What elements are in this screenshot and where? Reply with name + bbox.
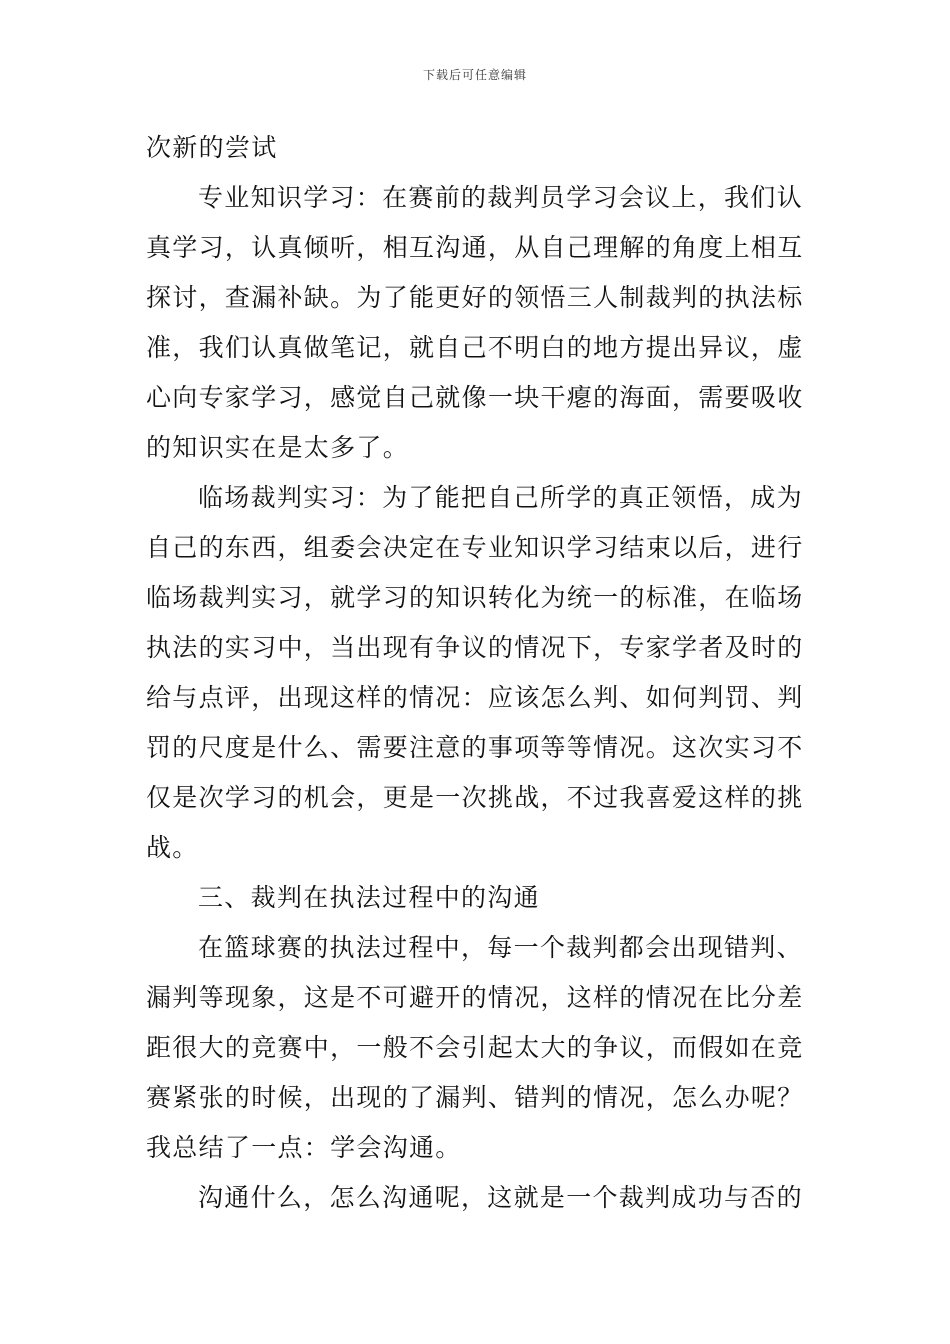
body-line: 准，我们认真做笔记，就自己不明白的地方提出异议，虚: [146, 333, 804, 362]
body-line: 罚的尺度是什么、需要注意的事项等等情况。这次实习不: [146, 733, 804, 762]
body-line: 距很大的竞赛中，一般不会引起太大的争议，而假如在竞: [146, 1033, 804, 1062]
body-line: 战。: [146, 833, 199, 862]
body-line: 我总结了一点：学会沟通。: [146, 1133, 462, 1162]
body-line: 给与点评，出现这样的情况：应该怎么判、如何判罚、判: [146, 683, 804, 712]
body-line: 探讨，查漏补缺。为了能更好的领悟三人制裁判的执法标: [146, 283, 804, 312]
body-line: 真学习，认真倾听，相互沟通，从自己理解的角度上相互: [146, 233, 804, 262]
body-line: 临场裁判实习，就学习的知识转化为统一的标准，在临场: [146, 583, 804, 612]
body-line: 专业知识学习：在赛前的裁判员学习会议上，我们认: [198, 183, 803, 212]
body-line: 的知识实在是太多了。: [146, 433, 410, 462]
body-line: 自己的东西，组委会决定在专业知识学习结束以后，进行: [146, 533, 804, 562]
body-line: 心向专家学习，感觉自己就像一块干瘪的海面，需要吸收: [146, 383, 804, 412]
body-line: 仅是次学习的机会，更是一次挑战，不过我喜爱这样的挑: [146, 783, 804, 812]
body-line: 漏判等现象，这是不可避开的情况，这样的情况在比分差: [146, 983, 804, 1012]
body-line: 在篮球赛的执法过程中，每一个裁判都会出现错判、: [198, 933, 803, 962]
body-line: 赛紧张的时候，出现的了漏判、错判的情况，怎么办呢？: [146, 1083, 804, 1112]
download-note: 下载后可任意编辑: [422, 68, 527, 82]
body-line: 沟通什么，怎么沟通呢，这就是一个裁判成功与否的: [198, 1183, 803, 1212]
body-line: 次新的尝试: [146, 133, 278, 162]
section-heading: 三、裁判在执法过程中的沟通: [198, 883, 540, 912]
body-line: 执法的实习中，当出现有争议的情况下，专家学者及时的: [146, 633, 804, 662]
body-line: 临场裁判实习：为了能把自己所学的真正领悟，成为: [198, 483, 803, 512]
